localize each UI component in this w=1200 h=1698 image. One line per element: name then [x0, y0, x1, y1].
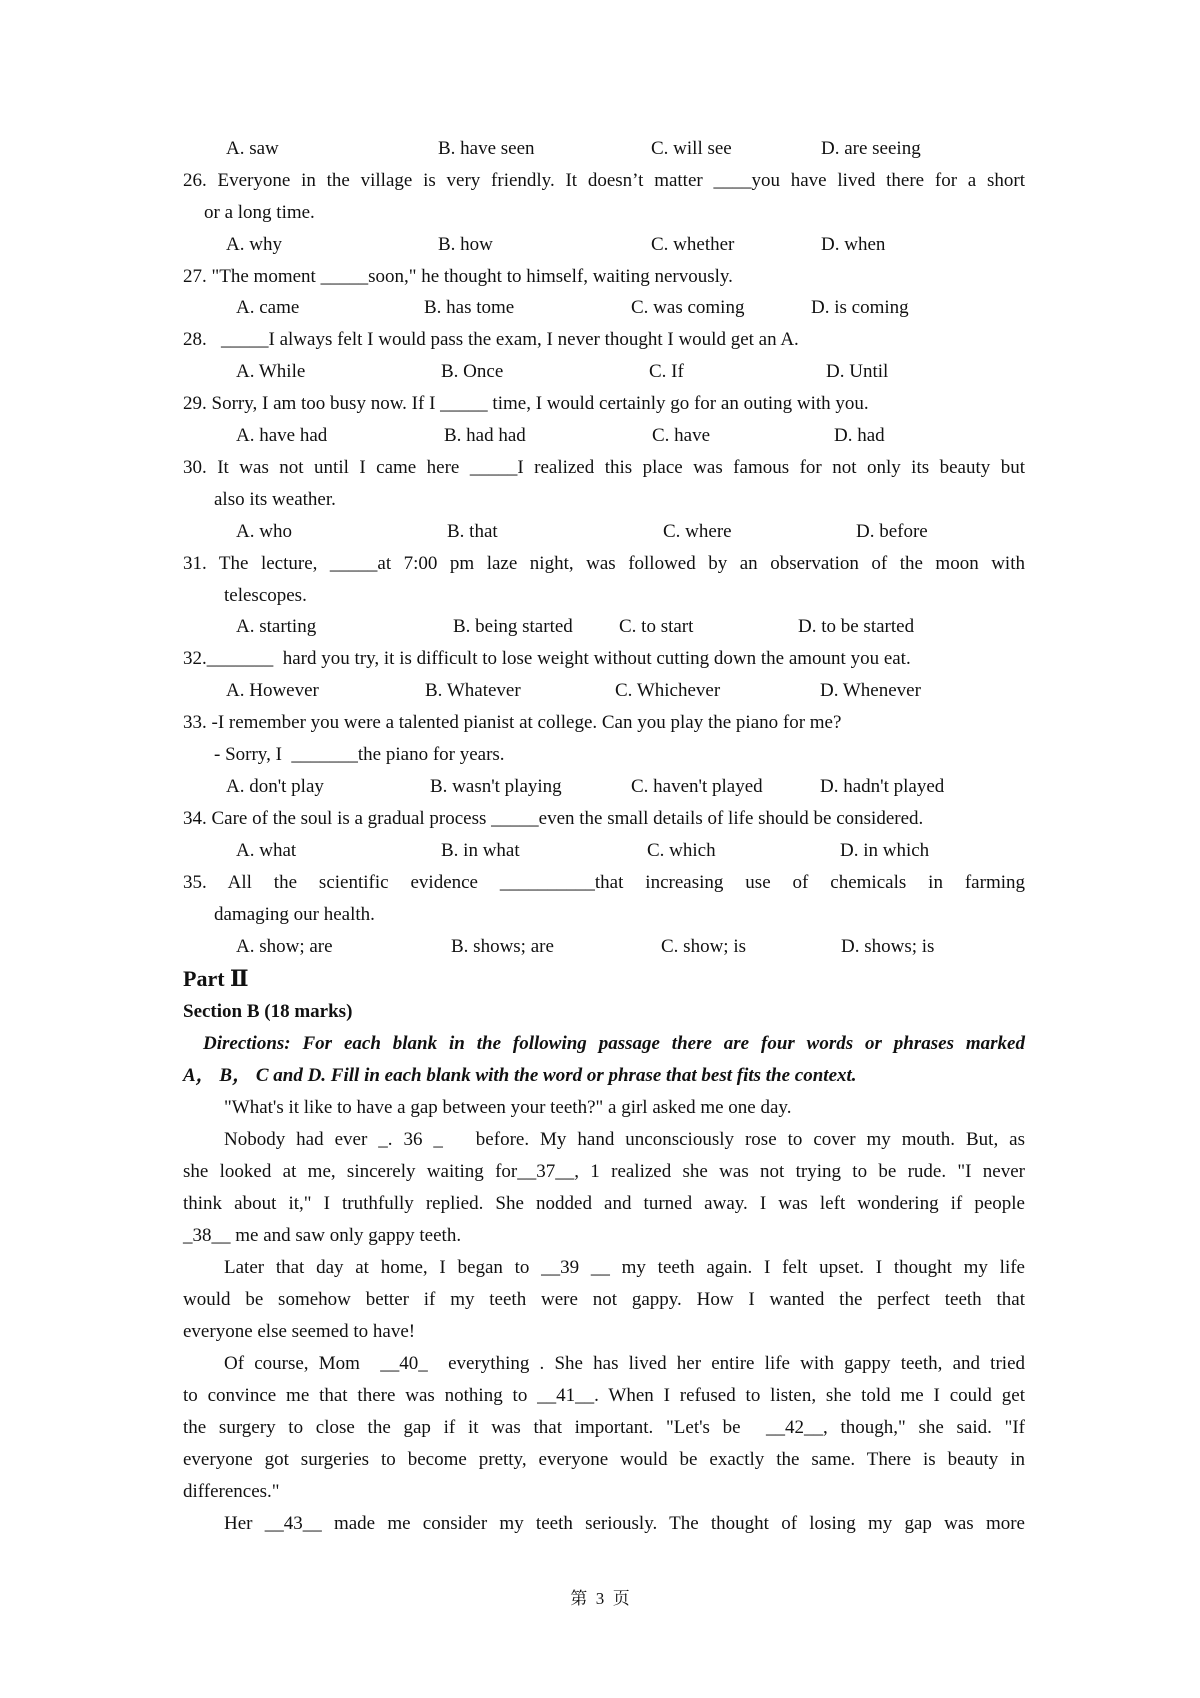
q29-option-b: B. had had — [444, 425, 526, 446]
q27-option-a: A. came — [236, 297, 300, 318]
q31-option-c: C. to start — [619, 616, 694, 637]
passage-p2-line2: she looked at me, sincerely waiting for__37__, 1 realized she was not trying to be rude. "I never — [183, 1161, 1025, 1182]
passage-p4-line5: differences." — [183, 1481, 280, 1502]
q26-option-c: C. whether — [651, 234, 735, 255]
q32-option-d: D. Whenever — [820, 680, 921, 701]
q30-option-a: A. who — [236, 521, 292, 542]
q28-stem: 28. _____I always felt I would pass the exam, I never thought I would get an A. — [183, 329, 799, 350]
passage-p4-line1: Of course, Mom __40_ everything . She has lived her entire life with gappy teeth, and tried — [224, 1353, 1025, 1374]
q33-option-c: C. haven't played — [631, 776, 763, 797]
q26-stem: 26. Everyone in the village is very friendly. It doesn’t matter ____you have lived there for a short — [183, 170, 1025, 191]
passage-p4-line3: the surgery to close the gap if it was that important. "Let's be __42__, though," she said. "If — [183, 1417, 1025, 1438]
q25-option-c: C. will see — [651, 138, 732, 159]
q26-option-d: D. when — [821, 234, 886, 255]
q28-option-a: A. While — [236, 361, 306, 382]
section-heading: Section B (18 marks) — [183, 1001, 353, 1022]
passage-p4-line2: to convince me that there was nothing to __41__. When I refused to listen, she told me I could get — [183, 1385, 1025, 1406]
q26-option-a: A. why — [226, 234, 282, 255]
passage-p3-line1: Later that day at home, I began to __39 __ my teeth again. I felt upset. I thought my life — [224, 1257, 1025, 1278]
q33-option-b: B. wasn't playing — [430, 776, 562, 797]
passage-p2-line4: _38__ me and saw only gappy teeth. — [183, 1225, 462, 1246]
q28-option-b: B. Once — [441, 361, 504, 382]
q27-option-c: C. was coming — [631, 297, 745, 318]
q29-stem: 29. Sorry, I am too busy now. If I _____ time, I would certainly go for an outing with you. — [183, 393, 869, 414]
q26-stem-cont: or a long time. — [204, 202, 315, 223]
q28-option-c: C. If — [649, 361, 684, 382]
q34-option-d: D. in which — [840, 840, 930, 861]
q31-option-b: B. being started — [453, 616, 573, 637]
passage-p2-line3: think about it," I truthfully replied. She nodded and turned away. I was left wondering if people — [183, 1193, 1025, 1214]
directions-line-1: Directions: For each blank in the following passage there are four words or phrases marked — [203, 1033, 1025, 1054]
passage-p4-line4: everyone got surgeries to become pretty, everyone would be exactly the same. There is beauty in — [183, 1449, 1025, 1470]
q27-option-d: D. is coming — [811, 297, 909, 318]
q32-option-a: A. However — [226, 680, 319, 701]
q28-option-d: D. Until — [826, 361, 889, 382]
q30-option-b: B. that — [447, 521, 498, 542]
q30-stem: 30. It was not until I came here _____I realized this place was famous for not only its beauty but — [183, 457, 1025, 478]
part-heading: Part Ⅱ — [183, 966, 249, 991]
page-footer: 第 3 页 — [570, 1589, 630, 1608]
q27-option-b: B. has tome — [424, 297, 515, 318]
q32-option-c: C. Whichever — [615, 680, 721, 701]
passage-p5-line1: Her __43__ made me consider my teeth seriously. The thought of losing my gap was more — [224, 1513, 1025, 1534]
q33-stem: 33. -I remember you were a talented pianist at college. Can you play the piano for me? — [183, 712, 842, 733]
q35-option-a: A. show; are — [236, 936, 333, 957]
q35-option-b: B. shows; are — [451, 936, 554, 957]
q35-option-c: C. show; is — [661, 936, 746, 957]
q25-option-a: A. saw — [226, 138, 279, 159]
q31-option-d: D. to be started — [798, 616, 915, 637]
q33-stem-cont: - Sorry, I _______the piano for years. — [214, 744, 505, 765]
q34-option-b: B. in what — [441, 840, 520, 861]
q29-option-d: D. had — [834, 425, 885, 446]
q30-stem-cont: also its weather. — [214, 489, 336, 510]
q35-stem-cont: damaging our health. — [214, 904, 375, 925]
q30-option-d: D. before — [856, 521, 928, 542]
q31-stem-cont: telescopes. — [224, 585, 307, 606]
q27-stem: 27. "The moment _____soon," he thought to himself, waiting nervously. — [183, 266, 733, 287]
passage-p1: "What's it like to have a gap between your teeth?" a girl asked me one day. — [224, 1097, 792, 1118]
q35-stem: 35. All the scientific evidence __________that increasing use of chemicals in farming — [183, 872, 1025, 893]
q33-option-a: A. don't play — [226, 776, 324, 797]
q34-option-c: C. which — [647, 840, 716, 861]
q34-option-a: A. what — [236, 840, 297, 861]
q35-option-d: D. shows; is — [841, 936, 935, 957]
q31-stem: 31. The lecture, _____at 7:00 pm laze night, was followed by an observation of the moon with — [183, 553, 1025, 574]
q32-option-b: B. Whatever — [425, 680, 521, 701]
passage-p3-line3: everyone else seemed to have! — [183, 1321, 416, 1342]
passage-p3-line2: would be somehow better if my teeth were not gappy. How I wanted the perfect teeth that — [183, 1289, 1025, 1310]
q26-option-b: B. how — [438, 234, 493, 255]
q30-option-c: C. where — [663, 521, 732, 542]
q29-option-a: A. have had — [236, 425, 328, 446]
q29-option-c: C. have — [652, 425, 711, 446]
q34-stem: 34. Care of the soul is a gradual process _____even the small details of life should be considered. — [183, 808, 924, 829]
q25-option-d: D. are seeing — [821, 138, 921, 159]
directions-line-2: A， B， C and D. Fill in each blank with the word or phrase that best fits the context. — [183, 1065, 857, 1086]
q32-stem: 32._______ hard you try, it is difficult to lose weight without cutting down the amount you eat. — [183, 648, 911, 669]
q33-option-d: D. hadn't played — [820, 776, 945, 797]
q25-option-b: B. have seen — [438, 138, 535, 159]
q31-option-a: A. starting — [236, 616, 317, 637]
passage-p2-line1: Nobody had ever _. 36 _ before. My hand unconsciously rose to cover my mouth. But, as — [224, 1129, 1025, 1150]
